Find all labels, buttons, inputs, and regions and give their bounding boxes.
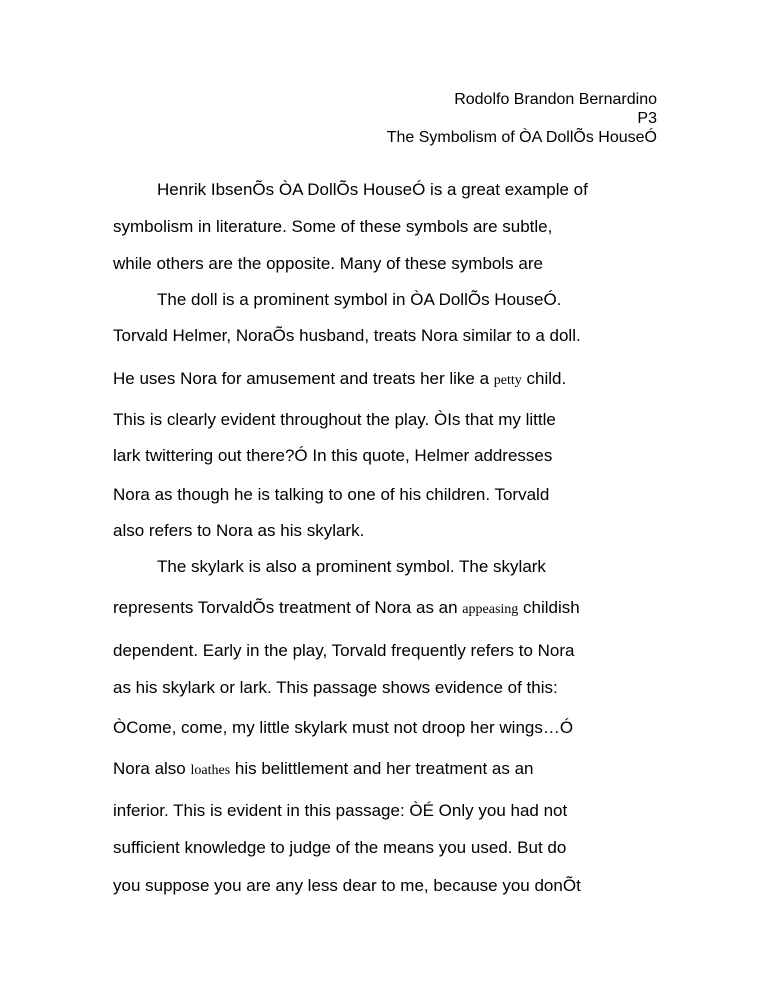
essay-line — [113, 718, 573, 738]
essay-line — [113, 254, 543, 274]
serif-word: petty — [493, 373, 522, 388]
line-text: also refers to Nora as his skylark. — [113, 521, 365, 540]
essay-line — [113, 801, 567, 821]
line-text: inferior. This is evident in this passage: ÒÉ Only you had not — [113, 801, 568, 820]
essay-line — [157, 557, 546, 577]
line-text: Nora also — [113, 759, 191, 778]
essay-line — [113, 485, 549, 505]
line-text: you suppose you are any less dear to me, because you donÕt — [113, 876, 581, 895]
line-text: sufficient knowledge to judge of the means you used. But do — [113, 838, 567, 857]
line-text: represents TorvaldÕs treatment of Nora as an — [113, 598, 463, 617]
header-author: Rodolfo Brandon Bernardino — [454, 91, 657, 108]
line-text: This is clearly evident throughout the play. ÒIs that my little — [113, 410, 556, 429]
essay-line — [113, 876, 581, 896]
line-text: ÒCome, come, my little skylark must not droop her wings…Ó — [113, 718, 574, 737]
line-text: childish — [518, 598, 580, 617]
line-text: as his skylark or lark. This passage shows evidence of this: — [113, 678, 558, 697]
essay-line — [113, 369, 566, 391]
line-text: his belittlement and her treatment as an — [230, 759, 534, 778]
line-text: The skylark is also a prominent symbol. The skylark — [157, 557, 546, 576]
essay-line — [113, 446, 552, 466]
serif-word: appeasing — [462, 602, 519, 617]
line-text: Torvald Helmer, NoraÕs husband, treats Nora similar to a doll. — [113, 326, 581, 345]
essay-line — [157, 290, 561, 310]
line-text: Henrik IbsenÕs ÒA DollÕs HouseÓ is a great example of — [157, 180, 588, 199]
line-text: dependent. Early in the play, Torvald frequently refers to Nora — [113, 641, 575, 660]
header-title: The Symbolism of ÒA DollÕs HouseÓ — [386, 129, 657, 146]
line-text: while others are the opposite. Many of these symbols are — [113, 254, 543, 273]
essay-line — [113, 410, 556, 430]
essay-line — [113, 641, 574, 661]
line-text: The doll is a prominent symbol in ÒA DollÕs HouseÓ. — [157, 290, 562, 309]
essay-line — [113, 838, 566, 858]
essay-line — [113, 217, 552, 237]
line-text: lark twittering out there?Ó In this quote, Helmer addresses — [113, 446, 553, 465]
essay-line — [113, 678, 558, 698]
essay-line — [113, 521, 364, 541]
serif-word: loathes — [190, 763, 231, 778]
essay-line — [157, 180, 588, 200]
line-text: He uses Nora for amusement and treats her like a — [113, 369, 494, 388]
header-period: P3 — [637, 110, 657, 127]
essay-line — [113, 598, 580, 620]
line-text: child. — [521, 369, 567, 388]
essay-line — [113, 326, 581, 346]
essay-line — [113, 759, 533, 781]
line-text: Nora as though he is talking to one of his children. Torvald — [113, 485, 550, 504]
line-text: symbolism in literature. Some of these symbols are subtle, — [113, 217, 553, 236]
